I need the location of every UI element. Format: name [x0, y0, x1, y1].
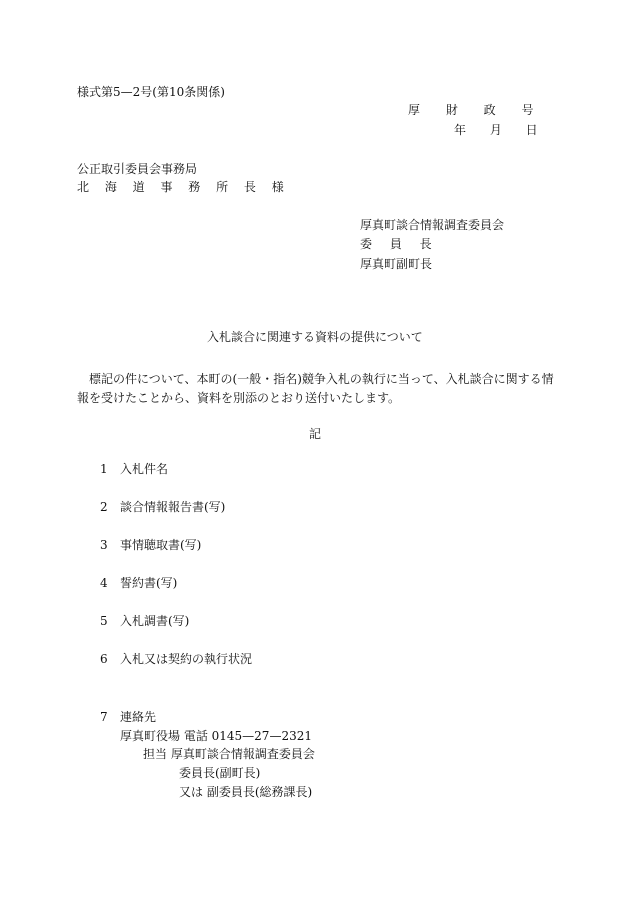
- document-title: 入札談合に関連する資料の提供について: [207, 330, 423, 344]
- sender-chair: 委 員 長: [360, 237, 432, 251]
- body-text: 標記の件について、本町の(一般・指名)競争入札の執行に当って、入札談合に関する情報を受けたことから、資料を別添のとおり送付いたします。: [77, 372, 554, 405]
- list-item: [100, 539, 201, 551]
- item-label: 入札又は契約の執行状況: [120, 652, 253, 666]
- document-date: 年 月 日: [454, 123, 538, 137]
- item-label: 入札件名: [120, 462, 169, 476]
- item-number: 3: [100, 538, 108, 552]
- item-number: 7: [100, 710, 108, 724]
- contact-chair: 委員長(副町長): [179, 766, 261, 780]
- sender-vice-mayor: 厚真町副町長: [360, 257, 433, 271]
- contact-person: 担当 厚真町談合情報調査委員会: [143, 747, 315, 761]
- item-label: 連絡先: [120, 710, 157, 724]
- item-number: 4: [100, 576, 108, 590]
- list-item: [100, 615, 189, 627]
- addressee-organization: 公正取引委員会事務局: [77, 162, 198, 176]
- list-item: [100, 463, 168, 475]
- contact-alternate: 又は 副委員長(総務課長): [179, 785, 313, 799]
- ki-heading: 記: [309, 427, 322, 441]
- list-item: [100, 577, 177, 589]
- item-number: 1: [100, 462, 108, 476]
- item-label: 談合情報報告書(写): [120, 500, 226, 514]
- item-number: 6: [100, 652, 108, 666]
- form-label: 様式第5—2号(第10条関係): [77, 85, 225, 99]
- list-item: [100, 711, 156, 723]
- item-label: 誓約書(写): [120, 576, 178, 590]
- item-label: 入札調書(写): [120, 614, 190, 628]
- item-label: 事情聴取書(写): [120, 538, 202, 552]
- document-number: 厚 財 政 号: [408, 103, 534, 117]
- list-item: [100, 501, 225, 513]
- list-item: [100, 653, 252, 665]
- item-number: 2: [100, 500, 108, 514]
- addressee-name: 北 海 道 事 務 所 長 様: [77, 180, 284, 194]
- contact-office: 厚真町役場 電話 0145—27—2321: [120, 729, 312, 743]
- sender-organization: 厚真町談合情報調査委員会: [360, 218, 505, 232]
- item-number: 5: [100, 614, 108, 628]
